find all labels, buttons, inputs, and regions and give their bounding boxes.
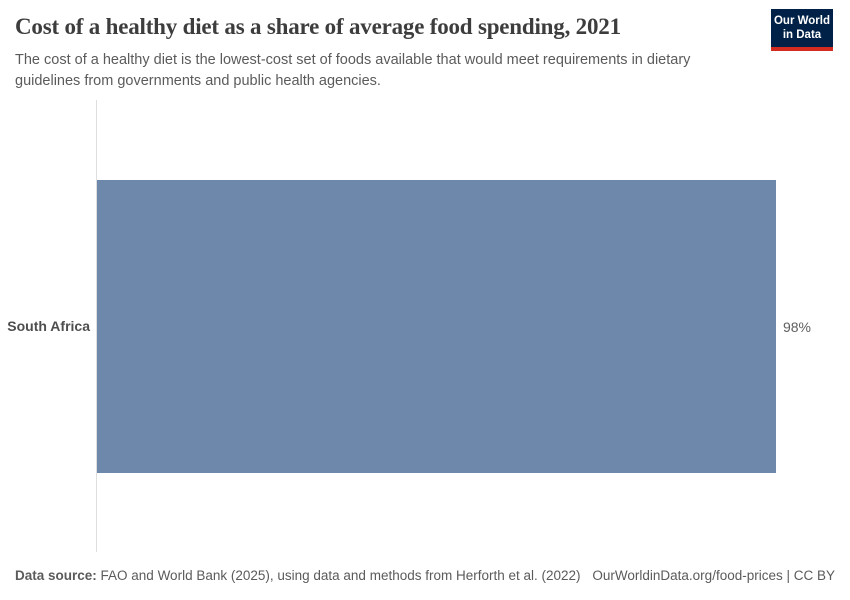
owid-logo-line1: Our World — [773, 15, 830, 27]
owid-logo[interactable] — [771, 9, 833, 51]
value-label-south-africa: 98% — [782, 318, 811, 335]
plot-area — [97, 180, 811, 473]
bar-south-africa[interactable] — [97, 180, 776, 473]
footer — [15, 568, 835, 583]
owid-logo-line2: in Data — [782, 29, 822, 41]
chart-title: Cost of a healthy diet as a share of average food spending, 2021 — [15, 14, 621, 39]
chart-subtitle: The cost of a healthy diet is the lowest-cost set of foods available that would meet requirements in dietary guidelines from governments and public health agencies. — [15, 52, 691, 90]
footer-link[interactable]: OurWorldinData.org/food-prices | CC BY — [592, 568, 835, 583]
data-source — [15, 568, 581, 583]
data-source-text: FAO and World Bank (2025), using data and methods from Herforth et al. (2022) — [96, 568, 581, 583]
data-source-label: Data source: — [15, 568, 97, 583]
category-label-south-africa: South Africa — [7, 318, 90, 334]
